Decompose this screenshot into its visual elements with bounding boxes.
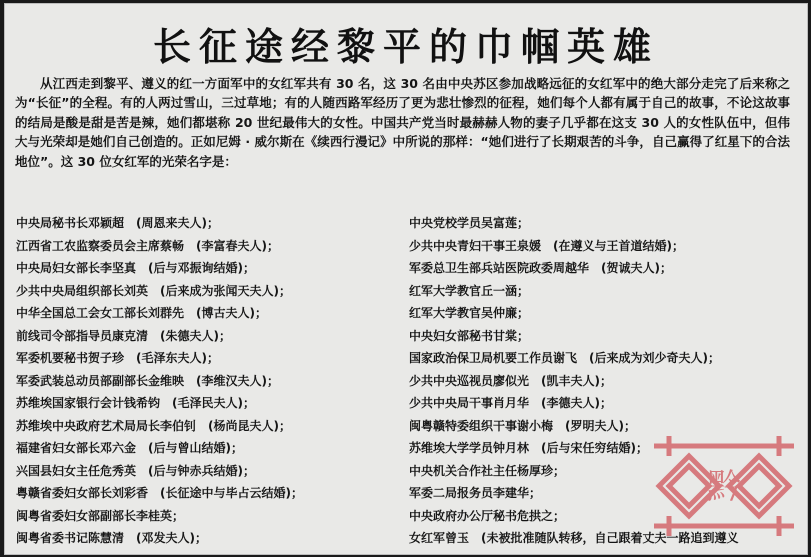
page-title: 长征途经黎平的巾帼英雄 <box>152 25 659 69</box>
list-item: 前线司令部指导员康克清 (朱德夫人)； <box>16 328 231 343</box>
list-item: 苏维埃国家银行会计钱希钧 (毛泽民夫人)； <box>16 396 255 410</box>
list-item: 中央局妇女部长李坚真 (后与邓振询结婚)； <box>16 261 255 275</box>
list-item: 粤赣省委妇女部长刘彩香 (长征途中与毕占云结婚)； <box>16 486 303 500</box>
list-item: 中央党校学员吴富莲； <box>409 216 530 230</box>
list-item: 少共中央局干事肖月华 (李德夫人)； <box>409 396 612 410</box>
list-item: 红军大学教官吴仲廉； <box>409 306 530 320</box>
list-item: 福建省妇女部长邓六金 (后与曾山结婚)； <box>16 441 243 455</box>
exhibit-board <box>4 3 808 555</box>
intro-text: 从江西走到黎平、遵义的红一方面军中的女红军共有 30 名，这 30 名由中央苏区参加战略远征的女红军中的绝大部分走完了后来称之为“长征”的全程。有的人两过雪山，三过草地；有的人随西路军经历了更为悲壮惨烈的征程，她们每个人都有属于自己的故事，不论这故事的结局是酸是甜是苦是辣，她们都堪称 20 世纪最伟大的女性。中国共产党当时最赫赫人物的妻子几乎都在这支 30 人的女性队伍中，但伟大与光荣却是她们自己创造的。正如尼姆 · 威尔斯在《续西行漫记》中所说的那样：“她们进行了长期艰苦的斗争，自己赢得了红星下的合法地位”。这 30 位女红军的光荣名字是： <box>15 76 790 169</box>
list-item: 中华全国总工会女工部长刘群先 (博古夫人)； <box>16 306 267 320</box>
list-item: 少共中央青妇干事王泉媛 (在遵义与王首道结婚)； <box>409 238 684 253</box>
list-item: 国家政治保卫局机要工作员谢飞 (后来成为刘少奇夫人)； <box>409 351 720 365</box>
list-item: 军委二局报务员李建华； <box>409 486 542 500</box>
list-item: 军委武装总动员部副部长金维映 (李维汉夫人)； <box>16 373 279 388</box>
list-item: 中央局秘书长邓颖超 (周恩来夫人)； <box>16 216 219 230</box>
list-item: 江西省工农监察委员会主席蔡畅 (李富春夫人)； <box>16 238 279 253</box>
list-item: 军委机要秘书贺子珍 (毛泽东夫人)； <box>16 351 219 365</box>
list-item: 军委总卫生部兵站医院政委周越华 (贺诚夫人)； <box>409 261 672 275</box>
list-item: 苏维埃中央政府艺术局局长李伯钊 (杨尚昆夫人)； <box>16 418 291 433</box>
list-item: 闽粤赣特委组织干事谢小梅 (罗明夫人)； <box>409 418 636 433</box>
list-item: 兴国县妇女主任危秀英 (后与钟赤兵结婚)； <box>16 463 255 478</box>
list-item: 少共中央局组织部长刘英 (后来成为张闻天夫人)； <box>16 283 291 298</box>
names-list-left <box>16 212 303 550</box>
list-item: 红军大学教官丘一涵； <box>409 283 530 298</box>
seal-character: 黔 <box>707 467 741 507</box>
list-item: 闽粤省委妇女部副部长李桂英； <box>16 508 185 523</box>
list-item: 女红军曾玉 (未被批准随队转移，自己跟着丈夫一路追到遵义 <box>409 531 739 545</box>
red-seal-stamp <box>649 426 799 546</box>
list-item: 中央机关合作社主任杨厚珍； <box>409 463 566 478</box>
list-item: 中央妇女部秘书甘棠； <box>409 328 530 343</box>
list-item: 闽粤省委书记陈慧清 (邓发夫人)； <box>16 531 207 545</box>
list-item: 少共中央巡视员廖似光 (凯丰夫人)； <box>409 373 612 388</box>
intro-paragraph <box>15 74 790 171</box>
list-item: 中央政府办公厅秘书危拱之； <box>409 508 566 523</box>
list-item: 苏维埃大学学员钟月林 (后与宋任穷结婚)； <box>409 441 648 455</box>
